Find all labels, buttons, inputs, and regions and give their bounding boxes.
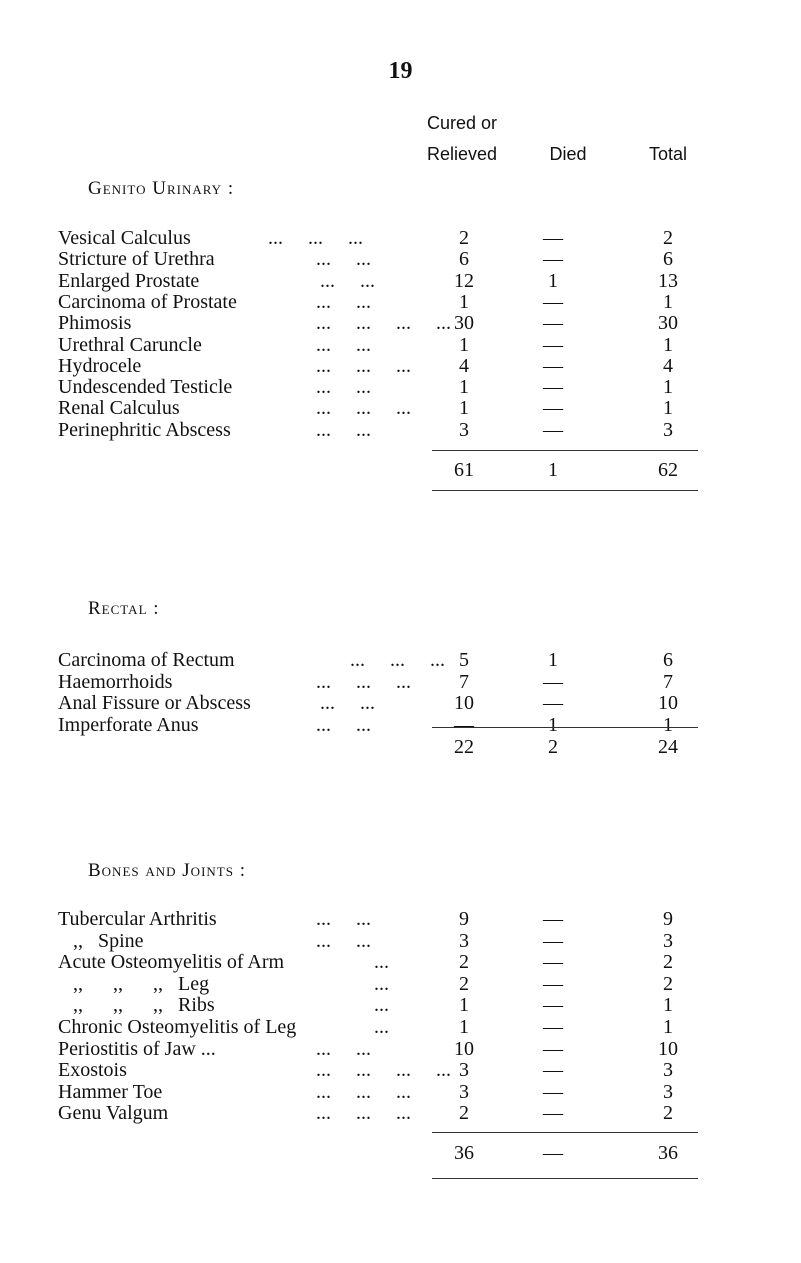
total-value: 1	[663, 397, 673, 420]
row-label: ,, ,, ,, Leg	[58, 972, 210, 995]
total-value: 1	[663, 333, 673, 356]
total-value: 2	[663, 227, 673, 249]
total-died: —	[543, 1142, 563, 1164]
cured-value: 1	[459, 397, 469, 420]
leader-dots: ...	[374, 994, 389, 1017]
totals-row	[58, 459, 718, 483]
total-value: 30	[658, 312, 678, 335]
leader-dots: ... ... ... ...	[316, 1059, 451, 1082]
total-total: 62	[658, 459, 678, 481]
cured-value: 12	[454, 269, 474, 292]
died-value: —	[543, 692, 563, 715]
died-value: —	[543, 354, 563, 377]
total-value: 1	[663, 290, 673, 313]
total-total: 24	[658, 736, 678, 758]
total-value: 6	[663, 248, 673, 271]
table-row	[58, 671, 718, 695]
died-value: —	[543, 908, 563, 930]
total-rule	[432, 450, 698, 451]
row-label: Chronic Osteomyelitis of Leg	[58, 1016, 297, 1038]
died-value: 1	[548, 649, 558, 671]
header-total: Total	[648, 144, 688, 164]
row-label: Tubercular Arthritis	[58, 908, 217, 930]
total-cured: 22	[454, 736, 474, 758]
bottom-rule	[432, 1178, 698, 1179]
header-cured-line2: Relieved	[426, 144, 498, 164]
row-label: Acute Osteomyelitis of Arm	[58, 951, 285, 974]
row-label: Stricture of Urethra	[58, 248, 215, 271]
table-row	[58, 1038, 718, 1062]
leader-dots: ... ... ...	[316, 397, 411, 420]
cured-value: 4	[459, 354, 469, 377]
died-value: —	[543, 1102, 563, 1125]
total-value: 3	[663, 418, 673, 441]
row-label: Phimosis	[58, 312, 132, 335]
died-value: —	[543, 397, 563, 420]
row-label: Vesical Calculus	[58, 227, 191, 249]
total-died: 1	[548, 459, 558, 481]
total-value: 3	[663, 929, 673, 952]
died-value: —	[543, 670, 563, 693]
section-title: Bones and Joints :	[88, 860, 246, 881]
table-row	[58, 649, 718, 673]
cured-value: 3	[459, 418, 469, 441]
cured-value: 1	[459, 994, 469, 1017]
leader-dots: ... ...	[320, 692, 375, 715]
total-value: 1	[663, 994, 673, 1017]
cured-value: 7	[459, 670, 469, 693]
cured-value: 3	[459, 1059, 469, 1082]
total-value: 2	[663, 1102, 673, 1125]
died-value: —	[543, 418, 563, 441]
died-value: —	[543, 1037, 563, 1060]
table-row	[58, 994, 718, 1018]
header-died: Died	[549, 144, 587, 164]
leader-dots: ... ... ... ...	[316, 312, 451, 335]
table-row	[58, 930, 718, 954]
leader-dots: ... ...	[316, 376, 371, 399]
page-number: 19	[388, 58, 413, 84]
died-value: 1	[548, 269, 558, 292]
leader-dots: ... ...	[316, 1037, 371, 1060]
leader-dots: ... ...	[316, 290, 371, 313]
died-value: —	[543, 1016, 563, 1038]
row-label: Hammer Toe	[58, 1080, 163, 1103]
died-value: —	[543, 1080, 563, 1103]
leader-dots: ... ...	[316, 908, 371, 930]
total-value: 3	[663, 1059, 673, 1082]
total-value: 1	[663, 714, 673, 737]
total-value: 10	[658, 692, 678, 715]
row-label: Anal Fissure or Abscess	[58, 692, 251, 715]
table-row	[58, 692, 718, 716]
table-row	[58, 1059, 718, 1083]
died-value: —	[543, 227, 563, 249]
died-value: 1	[548, 714, 558, 737]
cured-value: 1	[459, 333, 469, 356]
cured-value: 3	[459, 1080, 469, 1103]
leader-dots: ... ... ...	[316, 670, 411, 693]
table-row	[58, 908, 718, 932]
total-value: 9	[663, 908, 673, 930]
total-value: 2	[663, 972, 673, 995]
leader-dots: ... ...	[316, 418, 371, 441]
table-row	[58, 951, 718, 975]
leader-dots: ... ...	[316, 333, 371, 356]
totals-row	[58, 736, 718, 760]
cured-value: 30	[454, 312, 474, 335]
table-row	[58, 1016, 718, 1040]
cured-value: 2	[459, 1102, 469, 1125]
row-label: Haemorrhoids	[58, 670, 173, 693]
row-label: Urethral Caruncle	[58, 333, 202, 356]
cured-value: 2	[459, 972, 469, 995]
row-label: Carcinoma of Rectum	[58, 649, 235, 671]
total-value: 4	[663, 354, 673, 377]
died-value: —	[543, 929, 563, 952]
total-cured: 61	[454, 459, 474, 481]
section-title: Genito Urinary :	[88, 178, 235, 199]
leader-dots: ... ...	[316, 929, 371, 952]
table-row	[58, 973, 718, 997]
row-label: Perinephritic Abscess	[58, 418, 231, 441]
died-value: —	[543, 290, 563, 313]
row-label: Hydrocele	[58, 354, 142, 377]
died-value: —	[543, 1059, 563, 1082]
header-cured-line1: Cured or	[426, 113, 498, 133]
died-value: —	[543, 312, 563, 335]
total-value: 6	[663, 649, 673, 671]
total-rule	[432, 1132, 698, 1133]
row-label: Exostois	[58, 1059, 127, 1082]
died-value: —	[543, 248, 563, 271]
row-label: ,, Spine	[58, 929, 144, 952]
leader-dots: ...	[374, 1016, 389, 1038]
died-value: —	[543, 972, 563, 995]
cured-value: 6	[459, 248, 469, 271]
total-value: 7	[663, 670, 673, 693]
row-label: Periostitis of Jaw ...	[58, 1037, 216, 1060]
leader-dots: ...	[374, 951, 389, 974]
row-label: Renal Calculus	[58, 397, 180, 420]
total-value: 10	[658, 1037, 678, 1060]
total-total: 36	[658, 1142, 678, 1164]
totals-row	[58, 1142, 718, 1166]
cured-value: 10	[454, 692, 474, 715]
total-rule	[432, 727, 698, 728]
row-label: Imperforate Anus	[58, 714, 199, 737]
total-value: 13	[658, 269, 678, 292]
leader-dots: ... ... ...	[268, 227, 363, 249]
cured-value: —	[454, 714, 474, 737]
total-died: 2	[548, 736, 558, 758]
leader-dots: ... ...	[316, 248, 371, 271]
cured-value: 1	[459, 1016, 469, 1038]
row-label: ,, ,, ,, Ribs	[58, 994, 215, 1017]
total-value: 3	[663, 1080, 673, 1103]
cured-value: 9	[459, 908, 469, 930]
cured-value: 10	[454, 1037, 474, 1060]
cured-value: 3	[459, 929, 469, 952]
row-label: Carcinoma of Prostate	[58, 290, 237, 313]
total-value: 2	[663, 951, 673, 974]
total-value: 1	[663, 1016, 673, 1038]
cured-value: 1	[459, 290, 469, 313]
total-cured: 36	[454, 1142, 474, 1164]
died-value: —	[543, 376, 563, 399]
cured-value: 1	[459, 376, 469, 399]
leader-dots: ... ... ...	[350, 649, 445, 671]
died-value: —	[543, 333, 563, 356]
table-row	[58, 419, 718, 443]
died-value: —	[543, 951, 563, 974]
leader-dots: ...	[374, 972, 389, 995]
table-row	[58, 1102, 718, 1126]
leader-dots: ... ... ...	[316, 354, 411, 377]
row-label: Undescended Testicle	[58, 376, 233, 399]
section-title: Rectal :	[88, 598, 160, 619]
cured-value: 2	[459, 951, 469, 974]
leader-dots: ... ... ...	[316, 1102, 411, 1125]
leader-dots: ... ...	[320, 269, 375, 292]
row-label: Enlarged Prostate	[58, 269, 200, 292]
row-label: Genu Valgum	[58, 1102, 169, 1125]
cured-value: 2	[459, 227, 469, 249]
bottom-rule	[432, 490, 698, 491]
table-row	[58, 1081, 718, 1105]
leader-dots: ... ...	[316, 714, 371, 737]
died-value: —	[543, 994, 563, 1017]
total-value: 1	[663, 376, 673, 399]
cured-value: 5	[459, 649, 469, 671]
leader-dots: ... ... ...	[316, 1080, 411, 1103]
